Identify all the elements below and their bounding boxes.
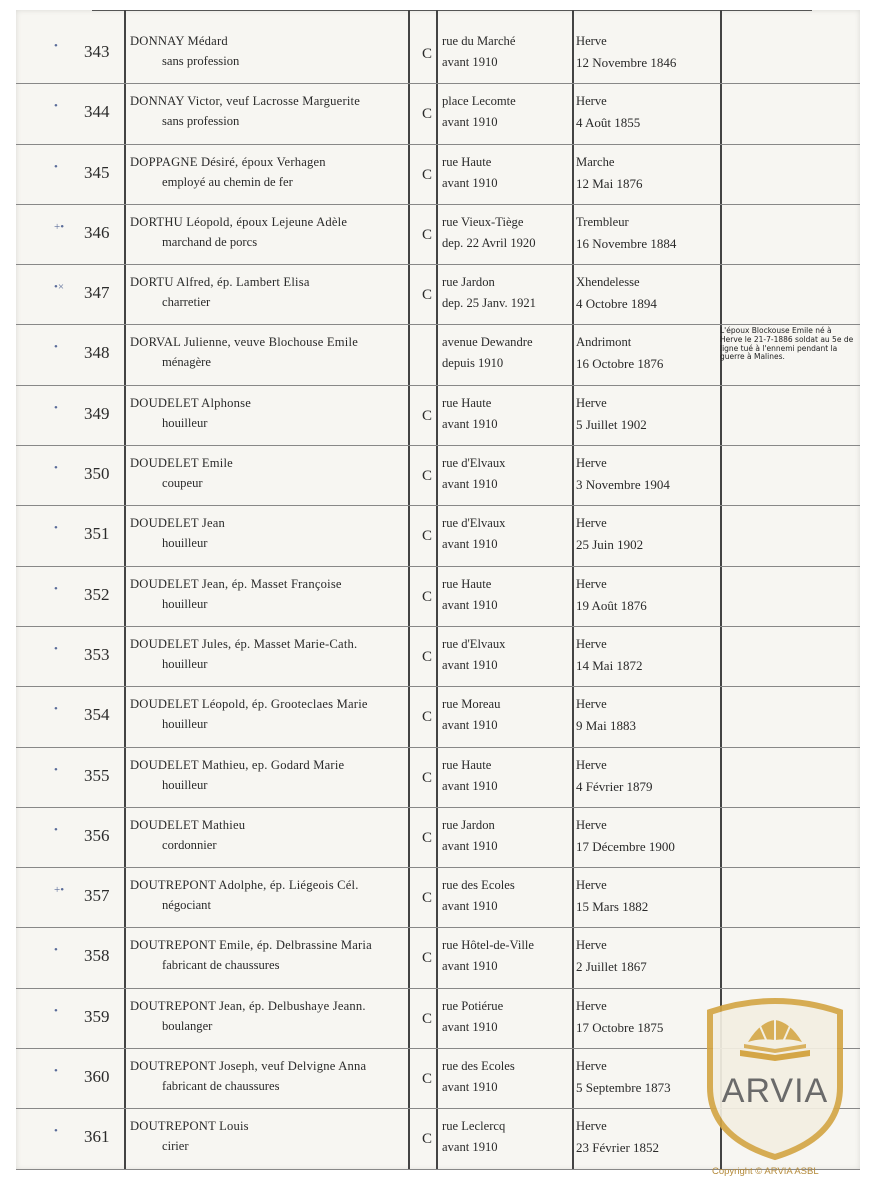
entry-occupation: charretier [162,295,211,310]
entry-birthdate: 16 Octobre 1876 [576,356,664,372]
margin-mark: • [54,1125,58,1138]
entry-number: 353 [84,644,110,664]
entry-birthplace: Herve [576,938,607,953]
entry-street: avenue Dewandre [442,335,533,350]
margin-mark: • [54,401,58,414]
entry-residence-date: avant 1910 [442,899,498,914]
entry-number: 348 [84,343,110,363]
entry-birthplace: Trembleur [576,214,629,229]
top-rule [92,10,812,11]
entry-name: DOUTREPONT Emile, ép. Delbrassine Maria [130,938,372,953]
entry-street: rue Vieux-Tiège [442,214,524,229]
entry-residence-date: avant 1910 [442,1140,498,1155]
entry-number: 349 [84,403,110,423]
entry-street: rue des Ecoles [442,1059,515,1074]
entry-birthplace: Herve [576,757,607,772]
logo-text: ARVIA [721,1072,829,1110]
entry-code: C [421,528,432,545]
entry-residence-date: avant 1910 [442,778,498,793]
entry-street: rue d'Elvaux [442,456,506,471]
entry-birthdate: 17 Décembre 1900 [576,838,675,854]
margin-mark: • [54,582,58,595]
entry-occupation: employé au chemin de fer [162,174,293,189]
entry-residence-date: avant 1910 [442,718,498,733]
entry-occupation: fabricant de chaussures [162,958,280,973]
margin-mark: +• [54,884,65,897]
register-row [16,84,860,144]
entry-residence-date: depuis 1910 [442,356,504,371]
entry-code: C [421,709,432,726]
entry-street: rue Haute [442,395,492,410]
margin-mark: • [54,944,58,957]
entry-birthplace: Herve [576,817,607,832]
entry-number: 358 [84,946,110,966]
entry-code: C [421,1131,432,1148]
entry-birthplace: Marche [576,154,615,169]
entry-occupation: boulanger [162,1018,213,1033]
entry-residence-date: avant 1910 [442,55,498,69]
entry-birthplace: Herve [576,576,607,591]
entry-street: rue des Ecoles [442,878,515,893]
entry-occupation: cordonnier [162,837,217,852]
margin-mark: • [54,160,58,173]
entry-name: DOUDELET Jules, ép. Masset Marie-Cath. [130,636,358,651]
entry-birthdate: 19 Août 1876 [576,597,647,613]
entry-code: C [421,106,432,123]
margin-mark: • [54,763,58,776]
entry-birthplace: Herve [576,395,607,410]
entry-birthplace: Herve [576,516,607,531]
register-row [16,627,860,687]
entry-occupation: fabricant de chaussures [162,1079,280,1094]
entry-street: rue Haute [442,757,492,772]
entry-name: DOUDELET Jean [130,516,226,531]
entry-street: rue d'Elvaux [442,636,506,651]
register-row [16,386,860,446]
entry-residence-date: avant 1910 [442,537,498,552]
entry-name: DOUTREPONT Jean, ép. Delbushaye Jeann. [130,998,366,1013]
entry-occupation: sans profession [162,114,240,129]
entry-birthdate: 23 Février 1852 [576,1140,660,1156]
margin-mark: • [54,823,58,836]
entry-birthplace: Herve [576,456,607,471]
entry-street: rue Haute [442,576,492,591]
entry-street: rue Potiérue [442,998,504,1013]
entry-birthplace: Herve [576,34,607,48]
entry-birthdate: 5 Juillet 1902 [576,416,647,432]
entry-name: DOUDELET Alphonse [130,395,252,410]
entry-name: DOUDELET Mathieu [130,817,246,832]
entry-code: C [421,166,432,183]
margin-mark: • [54,522,58,535]
entry-street: rue Hôtel-de-Ville [442,938,534,953]
entry-number: 346 [84,222,110,242]
entry-birthdate: 15 Mars 1882 [576,899,649,915]
entry-birthplace: Herve [576,636,607,651]
entry-code: C [421,648,432,665]
margin-mark: • [54,341,58,354]
entry-occupation: houilleur [162,415,208,430]
entry-birthdate: 16 Novembre 1884 [576,235,677,251]
entry-number: 354 [84,705,110,725]
entry-number: 351 [84,524,110,544]
entry-street: rue du Marché [442,34,516,48]
entry-code: C [421,46,432,62]
register-row [16,687,860,747]
entry-number: 343 [84,42,110,61]
entry-birthplace: Herve [576,1059,607,1074]
entry-number: 357 [84,886,110,906]
entry-number: 344 [84,102,110,122]
register-row [16,748,860,808]
entry-code: C [421,468,432,485]
entry-name: DORVAL Julienne, veuve Blochouse Emile [130,335,358,350]
entry-birthdate: 5 Septembre 1873 [576,1080,671,1096]
margin-mark: • [54,100,58,113]
entry-residence-date: avant 1910 [442,477,498,492]
margin-mark: • [54,1004,58,1017]
entry-occupation: ménagère [162,355,211,370]
entry-code: C [421,1071,432,1088]
entry-name: DOUDELET Jean, ép. Masset Françoise [130,576,342,591]
register-row [16,446,860,506]
register-row [16,325,860,385]
entry-birthplace: Herve [576,94,607,109]
entry-name: DONNAY Médard [130,34,228,48]
register-row [16,808,860,868]
entry-code: C [421,287,432,304]
entry-street: rue Haute [442,154,492,169]
entry-occupation: cirier [162,1139,189,1154]
entry-number: 355 [84,765,110,785]
margin-mark: • [54,703,58,716]
entry-name: DOUTREPONT Joseph, veuf Delvigne Anna [130,1059,367,1074]
entry-code: C [421,890,432,907]
register-row [16,868,860,928]
entry-birthplace: Herve [576,878,607,893]
entry-number: 356 [84,825,110,845]
entry-birthdate: 9 Mai 1883 [576,718,636,734]
entry-occupation: houilleur [162,717,208,732]
entry-number: 350 [84,464,110,484]
margin-mark: • [54,1065,58,1078]
entry-code: C [421,588,432,605]
entry-number: 352 [84,584,110,604]
entry-birthdate: 3 Novembre 1904 [576,477,670,493]
entry-residence-date: dep. 22 Avril 1920 [442,235,536,250]
entry-name: DORTHU Léopold, époux Lejeune Adèle [130,214,348,229]
entry-occupation: marchand de porcs [162,234,258,249]
register-row [16,205,860,265]
margin-mark: •× [54,281,65,294]
entry-occupation: coupeur [162,476,203,491]
entry-residence-date: avant 1910 [442,115,498,130]
entry-number: 360 [84,1067,110,1087]
entry-birthdate: 25 Juin 1902 [576,537,644,553]
entry-street: rue Leclercq [442,1119,506,1134]
entry-name: DOUTREPONT Adolphe, ép. Liégeois Cél. [130,878,359,893]
entry-birthplace: Herve [576,697,607,712]
entry-number: 361 [84,1127,110,1147]
entry-number: 345 [84,162,110,182]
register-row [16,928,860,988]
entry-birthdate: 4 Août 1855 [576,115,641,131]
entry-occupation: houilleur [162,777,208,792]
entry-name: DOUDELET Emile [130,456,233,471]
entry-name: DONNAY Victor, veuf Lacrosse Marguerite [130,94,361,109]
entry-street: rue Jardon [442,817,495,832]
margin-mark: • [54,462,58,475]
entry-birthdate: 2 Juillet 1867 [576,959,647,975]
register-row [16,265,860,325]
entry-birthplace: Andrimont [576,335,632,350]
entry-residence-date: avant 1910 [442,175,498,190]
entry-birthdate: 4 Février 1879 [576,778,653,794]
entry-residence-date: avant 1910 [442,959,498,974]
entry-birthplace: Xhendelesse [576,275,640,290]
entry-occupation: négociant [162,898,211,913]
entry-code: C [421,769,432,786]
margin-mark: +• [54,220,65,233]
margin-mark: • [54,642,58,655]
entry-residence-date: avant 1910 [442,416,498,431]
entry-street: rue Moreau [442,697,501,712]
entry-residence-date: avant 1910 [442,657,498,672]
entry-occupation: houilleur [162,656,208,671]
entry-birthdate: 14 Mai 1872 [576,657,643,673]
entry-birthdate: 12 Novembre 1846 [576,55,677,70]
arvia-logo [700,992,850,1162]
entry-residence-date: avant 1910 [442,1080,498,1095]
entry-code: C [421,829,432,846]
entry-birthplace: Herve [576,998,607,1013]
entry-street: rue Jardon [442,275,495,290]
register-row [16,567,860,627]
entry-name: DOPPAGNE Désiré, époux Verhagen [130,154,326,169]
register-row [16,145,860,205]
entry-street: rue d'Elvaux [442,516,506,531]
entry-name: DORTU Alfred, ép. Lambert Elisa [130,275,310,290]
entry-street: place Lecomte [442,94,516,109]
entry-birthplace: Herve [576,1119,607,1134]
entry-residence-date: avant 1910 [442,597,498,612]
entry-code: C [421,950,432,967]
entry-birthdate: 4 Octobre 1894 [576,296,657,312]
entry-residence-date: avant 1910 [442,838,498,853]
entry-code: C [421,226,432,243]
entry-name: DOUDELET Mathieu, ep. Godard Marie [130,757,345,772]
entry-residence-date: dep. 25 Janv. 1921 [442,296,536,311]
entry-code: C [421,1010,432,1027]
entry-number: 347 [84,283,110,303]
entry-birthdate: 12 Mai 1876 [576,175,643,191]
entry-name: DOUTREPONT Louis [130,1119,249,1134]
entry-birthdate: 17 Octobre 1875 [576,1019,664,1035]
entry-number: 359 [84,1006,110,1026]
entry-name: DOUDELET Léopold, ép. Grooteclaes Marie [130,697,368,712]
entry-occupation: sans profession [162,54,240,68]
margin-mark: • [54,40,58,52]
register-row [16,24,860,84]
entry-occupation: houilleur [162,536,208,551]
entry-occupation: houilleur [162,596,208,611]
entry-code: C [421,407,432,424]
entry-note: L'époux Blockouse Emile né à Herve le 21-7-1886 soldat au 5e de ligne tué à l'ennemi pendant la guerre à Malines. [720,326,854,362]
copyright-notice: Copyright © ARVIA ASBL [712,1166,819,1177]
register-row [16,506,860,566]
entry-residence-date: avant 1910 [442,1019,498,1034]
